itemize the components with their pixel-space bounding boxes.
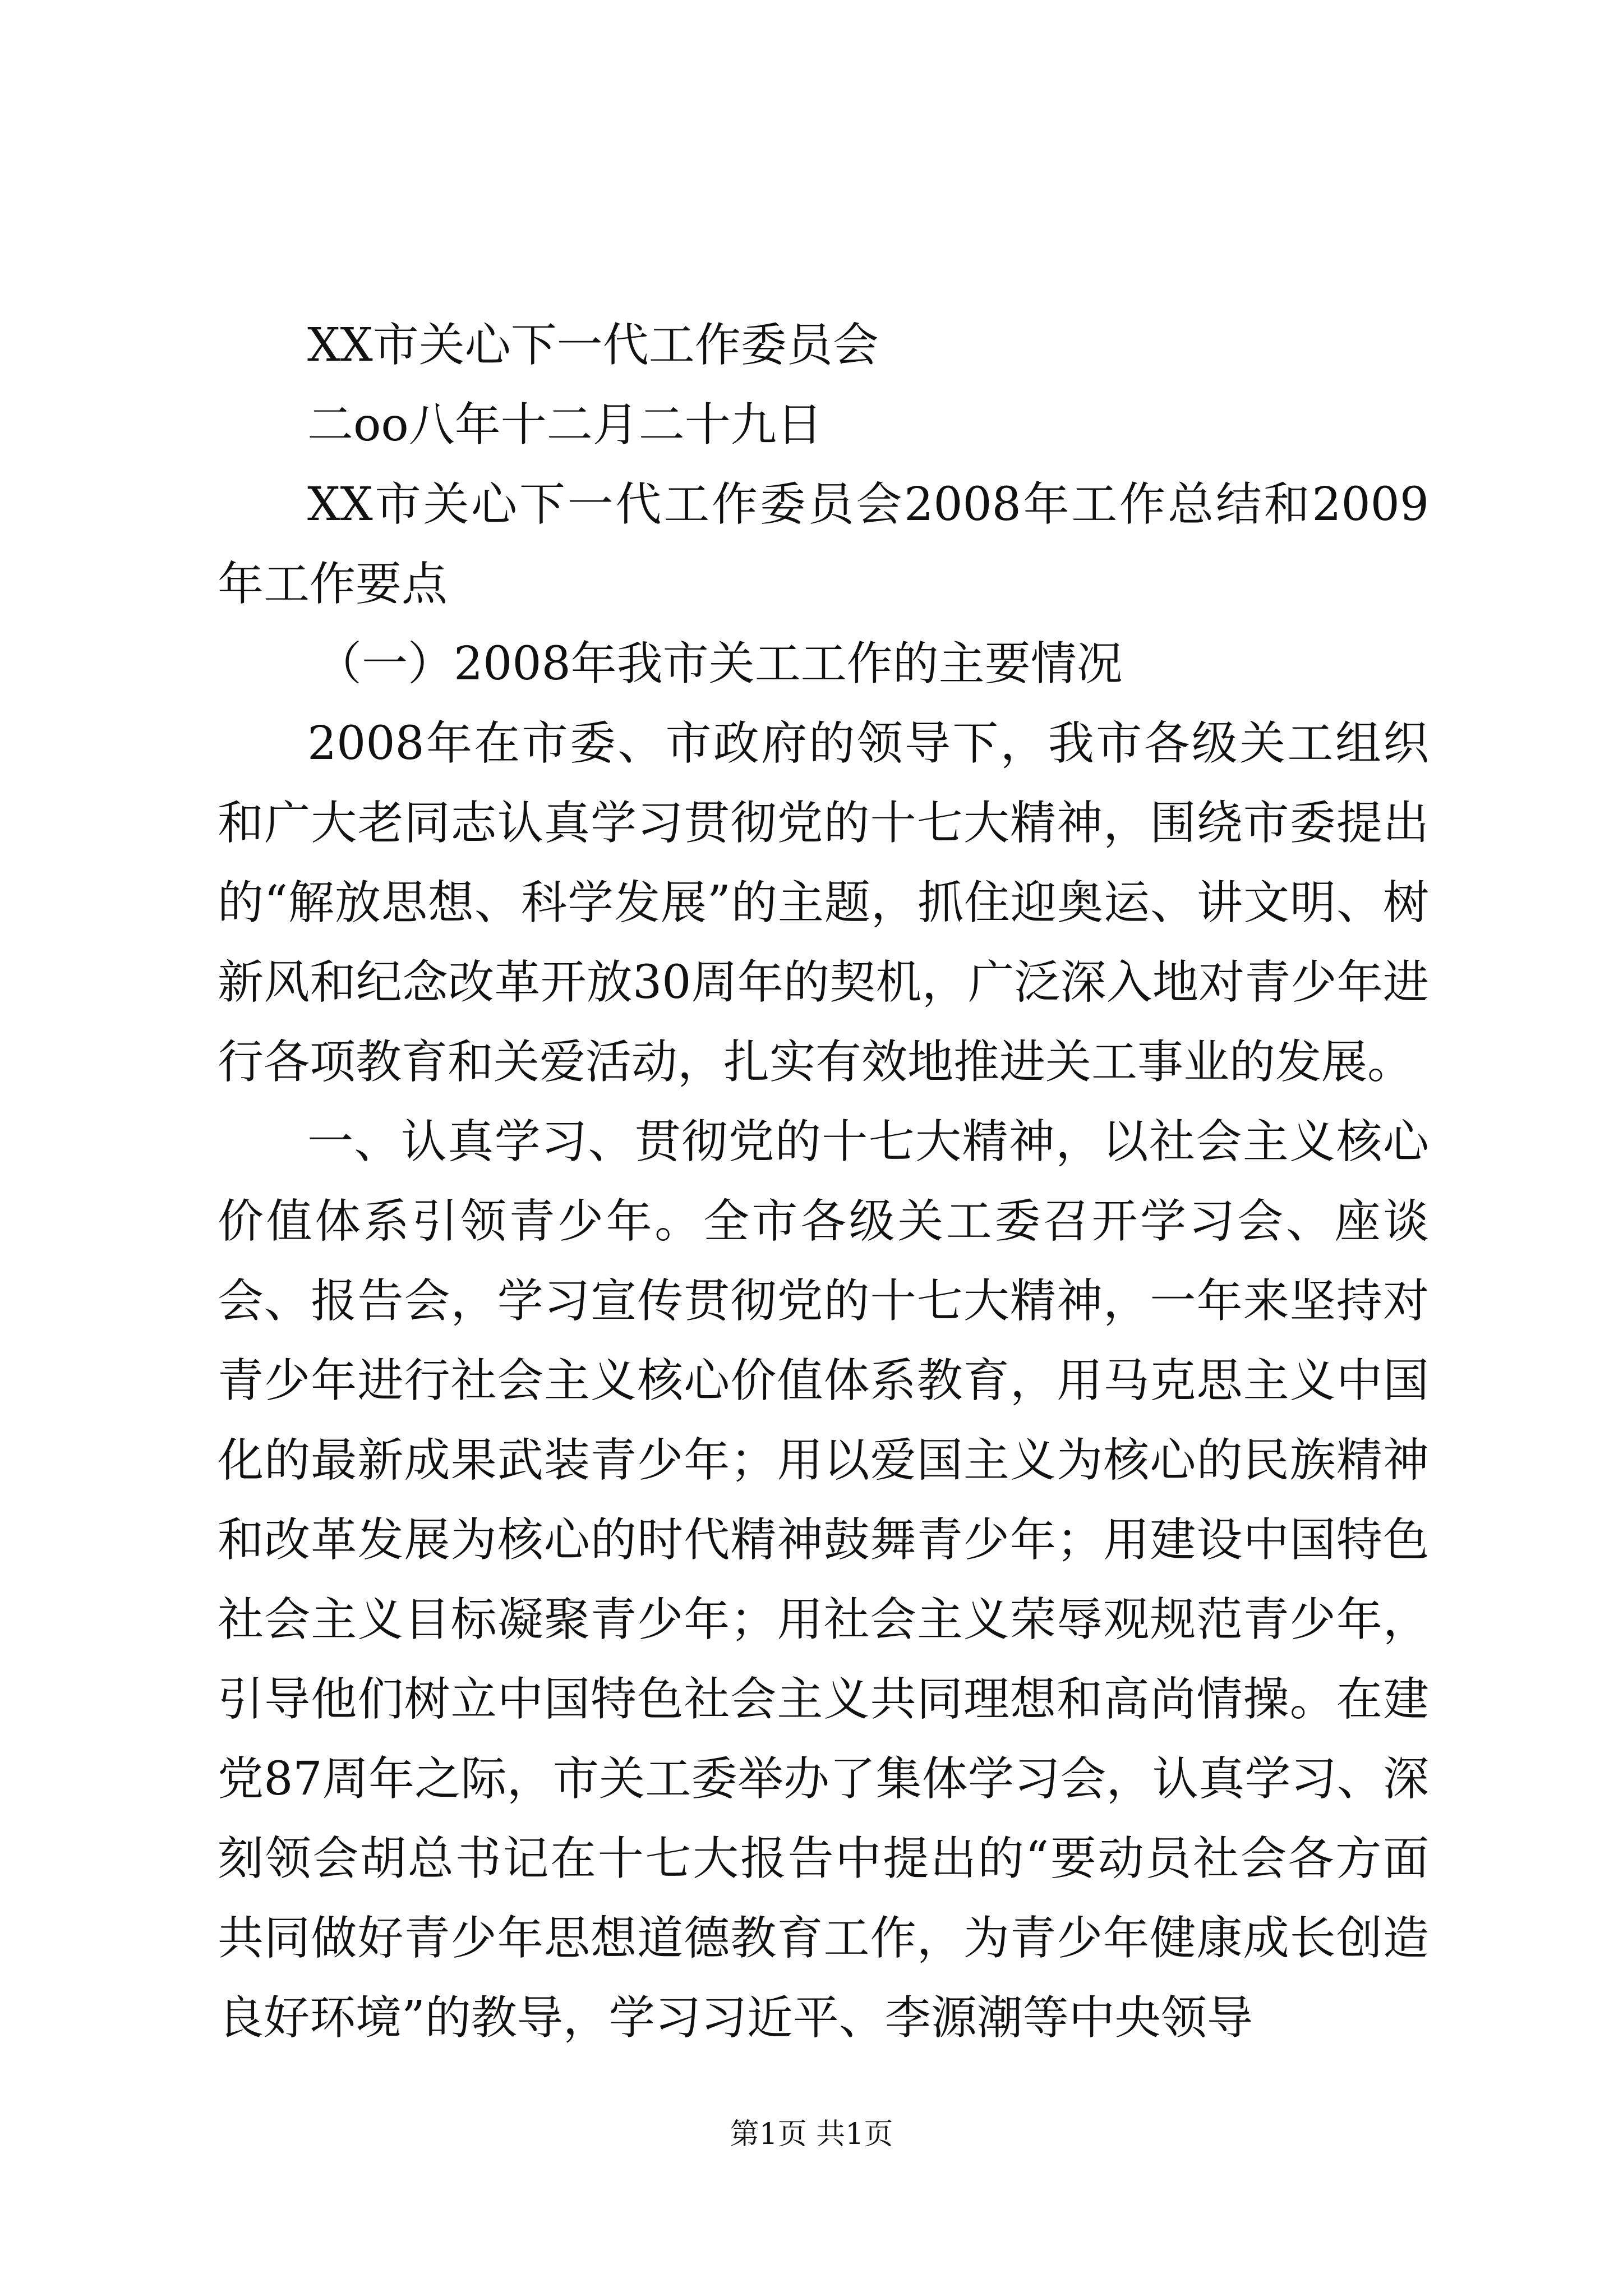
section-heading: （一）2008年我市关工工作的主要情况	[316, 637, 1123, 691]
document-title: XX市关心下一代工作委员会2008年工作总结和2009年工作要点	[218, 478, 1429, 611]
paragraph-intro: 2008年在市委、市政府的领导下，我市各级关工组织和广大老同志认真学习贯彻党的十七大精神，围绕市委提出的“解放思想、科学发展”的主题，抓住迎奥运、讲文明、树新风和纪念改革开放30周年的契机，广泛深入地对青少年进行各项教育和关爱活动，扎实有效地推进关工事业的发展。	[218, 717, 1429, 1089]
page-footer: 第1页 共1页	[730, 2118, 893, 2151]
organization-line: XX市关心下一代工作委员会	[307, 319, 879, 372]
date-line: 二oo八年十二月二十九日	[307, 398, 823, 452]
paragraph-section-one: 一、认真学习、贯彻党的十七大精神，以社会主义核心价值体系引领青少年。全市各级关工委召开学习会、座谈会、报告会，学习宣传贯彻党的十七大精神，一年来坚持对青少年进行社会主义核心价值体系教育，用马克思主义中国化的最新成果武装青少年；用以爱国主义为核心的民族精神和改革发展为核心的时代精神鼓舞青少年；用建设中国特色社会主义目标凝聚青少年；用社会主义荣辱观规范青少年，引导他们树立中国特色社会主义共同理想和高尚情操。在建党87周年之际，市关工委举办了集体学习会，认真学习、深刻领会胡总书记在十七大报告中提出的“要动员社会各方面共同做好青少年思想道德教育工作，为青少年健康成长创造良好环境”的教导，学习习近平、李源潮等中央领导	[218, 1115, 1429, 2045]
document-body	[218, 306, 1429, 2058]
